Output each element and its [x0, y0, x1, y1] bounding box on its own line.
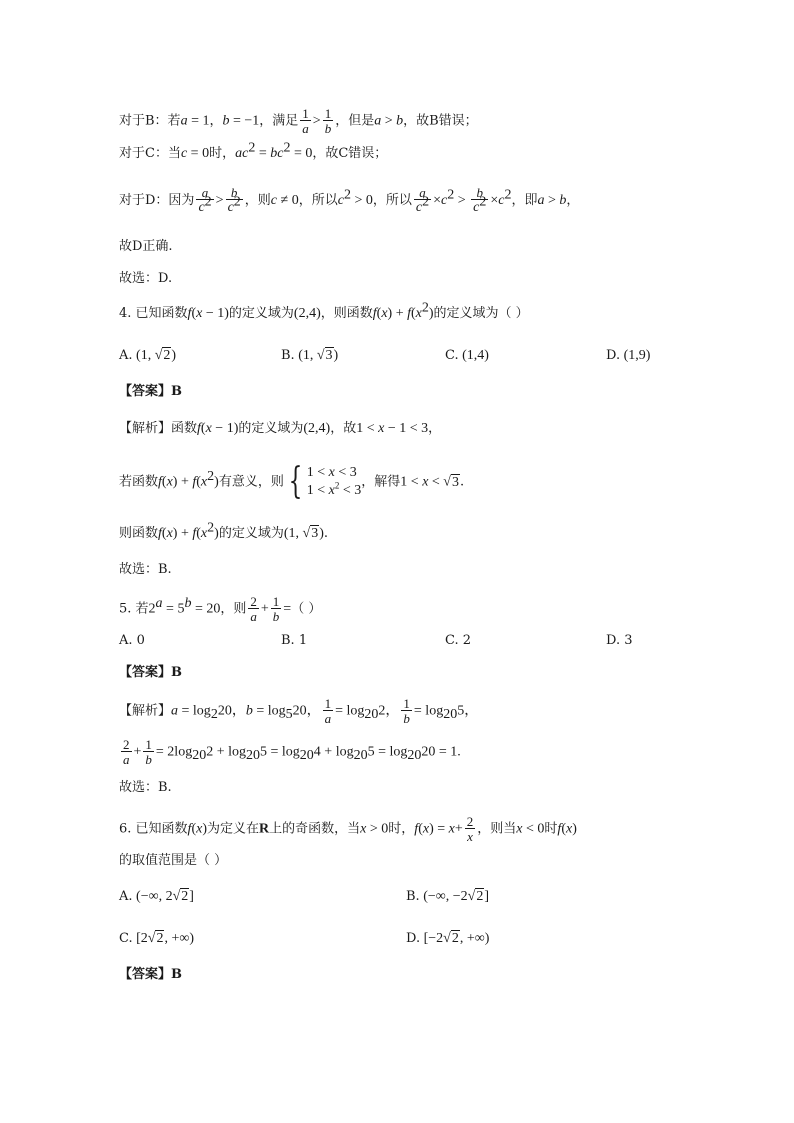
option-label: B.	[406, 889, 420, 904]
text: 对于B：若	[119, 113, 181, 129]
q6-option-c[interactable]: C. [2√2, +∞)	[119, 931, 195, 946]
text: 5. 若	[119, 601, 149, 617]
line-option-b: 对于B：若a = 1，b = −1，满足 $\frac{1}{a}$ > $\frac{1}{b}$ ，但是a > b，故B错误；	[119, 106, 478, 136]
choose-4: 故选：B.	[119, 562, 172, 577]
line-option-c: 对于C：当c = 0时，$ac^2 = bc^2 = 0$，故C错误；	[119, 140, 388, 161]
text: ，所以	[298, 193, 338, 208]
text: ，则	[220, 601, 247, 617]
text: 上的奇函数，当	[269, 821, 361, 837]
q5-option-d[interactable]: D. 3	[606, 633, 633, 648]
q5-option-c[interactable]: C. 2	[445, 633, 472, 648]
q6-option-b[interactable]: B. (−∞, −2√2]	[406, 889, 489, 904]
answer-4: 【答案】B	[119, 384, 182, 399]
answer-5: 【答案】B	[119, 665, 182, 680]
text: 时，	[209, 146, 236, 161]
text: ，满足	[259, 113, 299, 129]
q4-option-b[interactable]: B. (1, √3)	[281, 348, 339, 363]
text: 的定义域为（ ）	[433, 306, 529, 321]
analysis-4: 【解析】函数f(x − 1)的定义域为(2,4)，故1 < x − 1 < 3，	[119, 421, 442, 436]
line-option-d: 对于D：因为 $\frac{a}{c^2}$ > $\frac{b}{c^2}$ ，则c ≠ 0，所以$c^2 > 0$，所以 $\frac{a}{c^2}$ $\times c^2$ > $\frac{b}{c^2}$ $\times c^2$，即a > b，	[119, 185, 580, 215]
text: ，则函数	[320, 306, 373, 321]
text: 时，	[388, 821, 415, 837]
text: 对于D：因为	[119, 193, 195, 208]
text: （ ）	[291, 601, 322, 617]
option-label: B.	[281, 348, 295, 363]
analysis-5-step2: $\frac{2}{a}$ + $\frac{1}{b}$ = $2\log_{20}2 + \log_{20}5 = \log_{20}4 + \log_{20}5 = \log_{20}20 = 1$.	[123, 737, 461, 767]
q5-option-b[interactable]: B. 1	[281, 633, 308, 648]
text: ，则	[244, 193, 271, 208]
answer-6: 【答案】B	[119, 967, 182, 982]
analysis-4-step2: 若函数$f(x) + f(x^2)$有意义，则 { 1 < x < 3 $1 < x^2 < 3$ ，解得1 < x < √3.	[119, 460, 465, 502]
text: 对于C：当	[119, 146, 181, 161]
text: ，	[428, 421, 442, 436]
analysis-5: 【解析】$a = \log_220$，$b = \log_520$， $\frac{1}{a}$ = $\log_{20}2$， $\frac{1}{b}$ = $\log_{20}5$，	[119, 696, 479, 726]
text: ，故B错误；	[403, 113, 478, 129]
text: ，则当	[477, 821, 517, 837]
text: 的定义域为	[228, 306, 294, 321]
q6-option-d[interactable]: D. [−2√2, +∞)	[406, 931, 490, 946]
text: 的定义域为	[218, 526, 284, 541]
text: ，所以	[372, 193, 412, 208]
text: .	[323, 526, 328, 541]
text: 【解析】函数	[119, 421, 198, 436]
option-label: C.	[445, 348, 459, 363]
text: 若函数	[119, 474, 159, 490]
text: 则函数	[119, 526, 159, 541]
question-6: 6. 已知函数f(x)为定义在R上的奇函数，当x > 0时，f(x) = x+ $\frac{2}{x}$ ，则当x < 0时f(x)	[119, 814, 577, 844]
text: ，即	[511, 193, 538, 208]
text: 【解析】	[119, 703, 172, 719]
line-conclusion-d: 故D正确.	[119, 239, 173, 254]
question-6-line2: 的取值范围是（ ）	[119, 853, 228, 868]
text: ，	[566, 193, 580, 208]
q4-option-c[interactable]: C. (1,4)	[445, 348, 489, 363]
option-label: D.	[406, 931, 421, 946]
option-label: A.	[119, 348, 133, 363]
choose-5: 故选：B.	[119, 780, 172, 795]
text: 4. 已知函数	[119, 306, 188, 321]
text: ，解得	[361, 474, 401, 490]
text: 时	[544, 821, 558, 837]
analysis-4-step3: 则函数$f(x) + f(x^2)$的定义域为(1, √3).	[119, 520, 328, 541]
question-4: 4. 已知函数f(x − 1)的定义域为(2,4)，则函数$f(x) + f(x^2)$的定义域为（ ）	[119, 300, 529, 321]
text: .	[460, 474, 465, 490]
line-choose-d: 故选：D.	[119, 271, 173, 286]
q5-option-a[interactable]: A. 0	[119, 633, 145, 648]
q4-option-a[interactable]: A. (1, √2)	[119, 348, 177, 363]
option-label: D.	[606, 348, 621, 363]
q4-option-d[interactable]: D. (1,9)	[606, 348, 651, 363]
text: 有意义，则	[218, 474, 284, 490]
option-label: A.	[119, 889, 133, 904]
text: 为定义在	[207, 821, 260, 837]
text: ，但是	[335, 113, 375, 129]
text: 的定义域为	[238, 421, 304, 436]
text: 6. 已知函数	[119, 821, 188, 837]
text: ，故	[330, 421, 357, 436]
text: ，	[209, 113, 223, 129]
text: ，故C错误；	[312, 146, 388, 161]
q6-option-a[interactable]: A. (−∞, 2√2]	[119, 889, 194, 904]
option-label: C.	[119, 931, 133, 946]
question-5: 5. 若$2^a = 5^b = 20$，则 $\frac{2}{a}$ + $\frac{1}{b}$ =（ ）	[119, 594, 322, 624]
